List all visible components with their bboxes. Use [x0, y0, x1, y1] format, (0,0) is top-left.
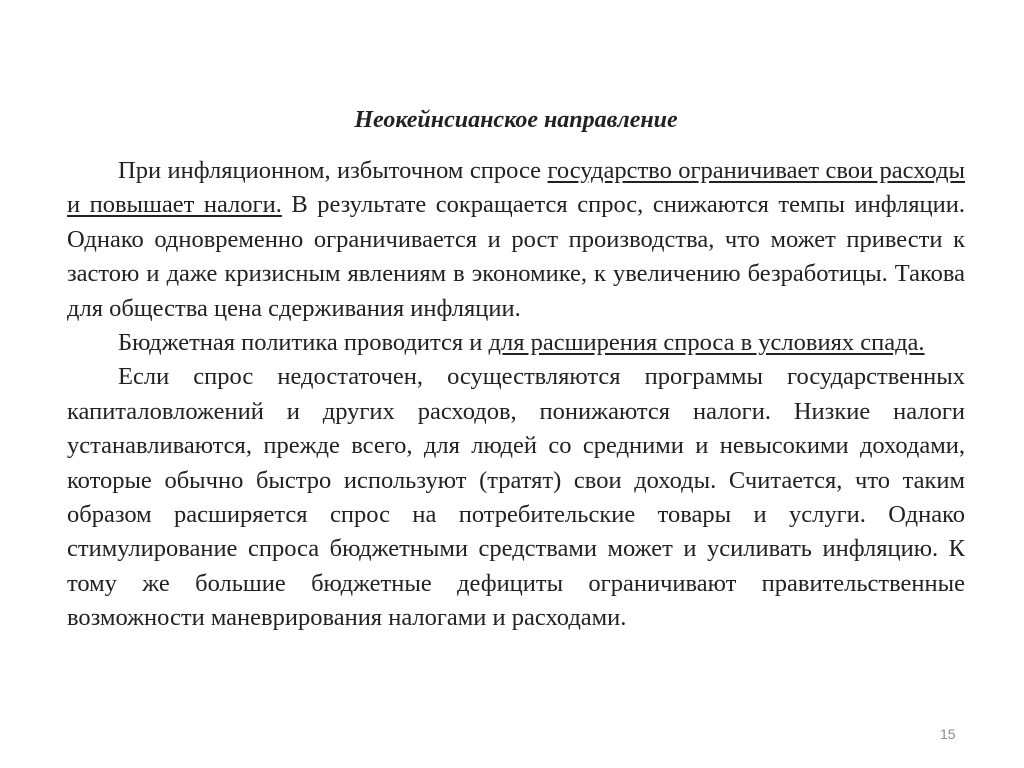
page-number: 15: [940, 726, 956, 742]
slide-body: [67, 154, 965, 636]
paragraph-text: В результате сокращается спрос, снижаются темпы инфляции. Однако одновременно ограничивается и рост производства, что может привести к застою и даже кризисным явлениям в экономике, к увеличению безработицы. Такова для общества цена сдерживания инфляции.: [67, 191, 965, 322]
paragraph-text: Бюджетная политика проводится и: [118, 329, 489, 357]
paragraph-inflationary-demand: [67, 154, 965, 326]
underlined-text: государство ограничивает свои расходы и повышает налоги.: [67, 157, 965, 219]
slide-title: Неокейнсианское направление: [354, 107, 678, 133]
paragraph-insufficient-demand: Если спрос недостаточен, осуществляются программы государственных капиталовложений и других расходов, понижаются налоги. Низкие налоги устанавливаются, прежде всего, для людей со средними и невысокими доходами, которые обычно быстро используют (тратят) свои доходы. Считается, что таким образом расширяется спрос на потребительские товары и услуги. Однако стимулирование спроса бюджетными средствами может и усиливать инфляцию. К тому же большие бюджетные дефициты ограничивают правительственные возможности маневрирования налогами и расходами.: [67, 363, 965, 632]
paragraph-budget-policy: [67, 326, 965, 360]
paragraph-text: При инфляционном, избыточном спросе: [118, 157, 548, 184]
underlined-text: для расширения спроса в условиях спада.: [488, 329, 925, 357]
